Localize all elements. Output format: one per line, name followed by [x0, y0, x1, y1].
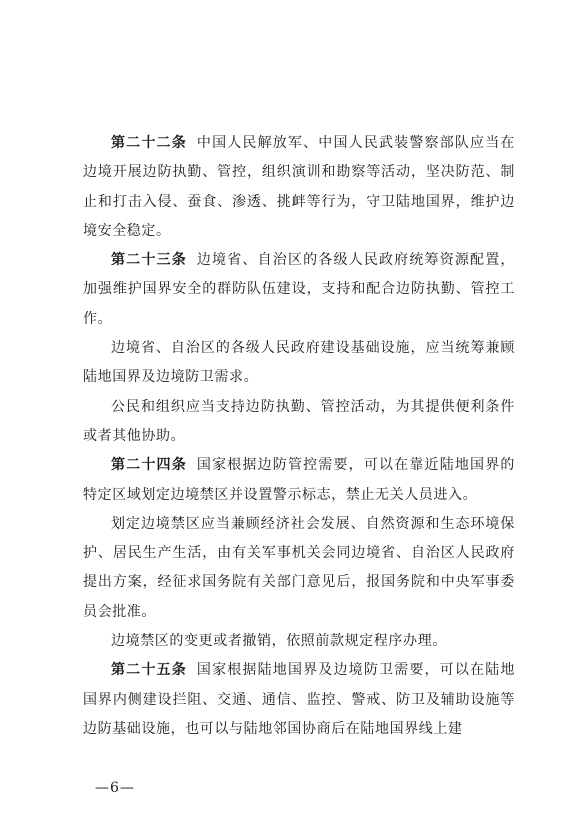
article-number: 第二十二条	[111, 135, 187, 151]
article-number: 第二十四条	[111, 457, 187, 474]
paragraph-text: 中国人民解放军、中国人民武装警察部队应当在边境开展边防执勤、管控，组织演训和勘察等活动，坚决防范、制止和打击入侵、蚕食、渗透、挑衅等行为，守卫陆地国界，维护边境安全稳定。	[83, 135, 516, 239]
paragraph-article-23-clause-3	[83, 393, 515, 452]
paragraph-article-24-clause-3	[83, 627, 515, 656]
paragraph-article-22	[83, 129, 515, 246]
article-number: 第二十五条	[111, 662, 187, 679]
paragraph-text: 边境省、自治区的各级人民政府统筹资源配置，加强维护国界安全的群防队伍建设，支持和配合边防执勤、管控工作。	[83, 252, 516, 327]
paragraph-text: 国家根据陆地国界及边境防卫需要，可以在陆地国界内侧建设拦阻、交通、通信、监控、警戒、防卫及辅助设施等边防基础设施，也可以与陆地邻国协商后在陆地国界线上建	[83, 662, 516, 737]
article-number: 第二十三条	[111, 252, 187, 269]
document-body	[83, 129, 515, 744]
paragraph-article-24-clause-2	[83, 510, 515, 627]
paragraph-text: 公民和组织应当支持边防执勤、管控活动，为其提供便利条件或者其他协助。	[83, 398, 515, 444]
paragraph-article-23-clause-2	[83, 334, 515, 393]
paragraph-article-23	[83, 246, 515, 334]
paragraph-article-24	[83, 451, 515, 510]
paragraph-text: 国家根据边防管控需要，可以在靠近陆地国界的特定区域划定边境禁区并设置警示标志，禁止无关人员进入。	[83, 457, 516, 503]
paragraph-text: 划定边境禁区应当兼顾经济社会发展、自然资源和生态环境保护、居民生产生活，由有关军事机关会同边境省、自治区人民政府提出方案，经征求国务院有关部门意见后，报国务院和中央军事委员会批准。	[83, 515, 515, 620]
paragraph-text: 边境省、自治区的各级人民政府建设基础设施，应当统筹兼顾陆地国界及边境防卫需求。	[83, 340, 515, 386]
paragraph-text: 边境禁区的变更或者撤销，依照前款规定程序办理。	[111, 633, 447, 650]
page-number: —6—	[95, 780, 135, 796]
paragraph-article-25	[83, 656, 515, 744]
